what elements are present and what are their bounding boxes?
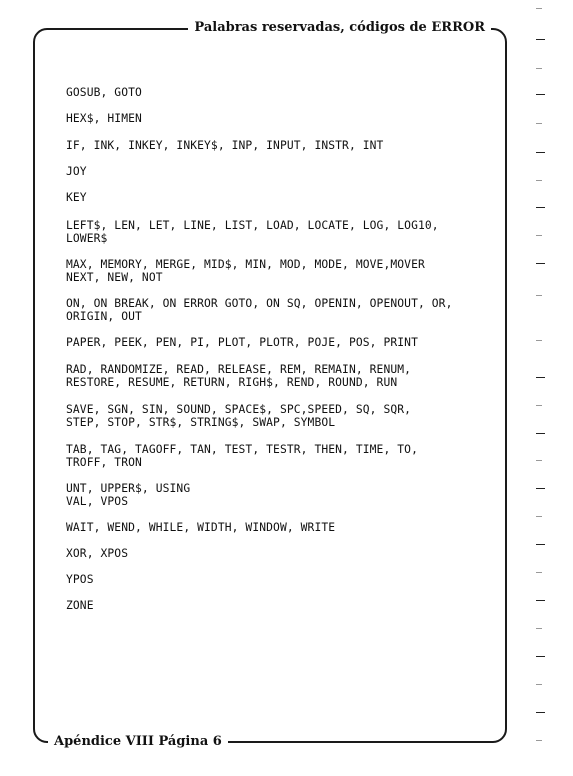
- margin-mark: [536, 572, 542, 573]
- keyword-line: KEY: [66, 191, 87, 204]
- margin-mark: [536, 8, 542, 9]
- margin-mark: [536, 152, 545, 153]
- margin-mark: [536, 180, 542, 181]
- keyword-line: PAPER, PEEK, PEN, PI, PLOT, PLOTR, POJE, POS, PRINT: [66, 336, 418, 349]
- keyword-group-m: [66, 258, 425, 284]
- keyword-line: LOWER$: [66, 232, 108, 245]
- keyword-line: UNT, UPPER$, USING: [66, 482, 191, 495]
- margin-mark: [536, 207, 545, 208]
- keyword-group-i: [66, 139, 383, 152]
- keyword-group-z: [66, 599, 94, 612]
- margin-mark: [536, 516, 542, 517]
- keyword-line: NEXT, NEW, NOT: [66, 271, 163, 284]
- margin-mark: [536, 39, 545, 40]
- keyword-group-y: [66, 573, 94, 586]
- keyword-line: YPOS: [66, 573, 94, 586]
- keyword-line: RESTORE, RESUME, RETURN, RIGH$, REND, ROUND, RUN: [66, 376, 398, 389]
- page-header-title: Palabras reservadas, códigos de ERROR: [188, 20, 491, 36]
- margin-mark: [536, 712, 545, 713]
- keyword-line: MAX, MEMORY, MERGE, MID$, MIN, MOD, MODE, MOVE,MOVER: [66, 258, 425, 271]
- margin-mark: [536, 377, 545, 378]
- keyword-line: ZONE: [66, 599, 94, 612]
- keyword-group-p: [66, 336, 418, 349]
- keyword-group-j: [66, 165, 87, 178]
- keyword-group-l: [66, 219, 439, 245]
- keyword-group-t: [66, 443, 418, 469]
- keyword-group-w: [66, 521, 335, 534]
- margin-mark: [536, 68, 542, 69]
- keyword-group-u-v: [66, 482, 190, 508]
- margin-mark: [536, 740, 542, 741]
- keyword-line: WAIT, WEND, WHILE, WIDTH, WINDOW, WRITE: [66, 521, 336, 534]
- keyword-group-h: [66, 112, 142, 125]
- margin-mark: [536, 340, 542, 341]
- keyword-line: XOR, XPOS: [66, 547, 129, 560]
- keyword-group-x: [66, 547, 128, 560]
- keyword-line: VAL, VPOS: [66, 495, 129, 508]
- keyword-group-s: [66, 403, 411, 429]
- margin-mark: [536, 405, 542, 406]
- keyword-line: TAB, TAG, TAGOFF, TAN, TEST, TESTR, THEN, TIME, TO,: [66, 443, 418, 456]
- keyword-line: ON, ON BREAK, ON ERROR GOTO, ON SQ, OPENIN, OPENOUT, OR,: [66, 297, 453, 310]
- keyword-group-o: [66, 297, 452, 323]
- keyword-line: TROFF, TRON: [66, 456, 142, 469]
- keyword-line: JOY: [66, 165, 87, 178]
- margin-mark: [536, 656, 545, 657]
- keyword-line: LEFT$, LEN, LET, LINE, LIST, LOAD, LOCATE, LOG, LOG10,: [66, 219, 439, 232]
- margin-mark: [536, 94, 545, 95]
- scan-margin-marks: [536, 0, 550, 776]
- margin-mark: [536, 295, 542, 296]
- margin-mark: [536, 123, 542, 124]
- margin-mark: [536, 684, 542, 685]
- margin-mark: [536, 460, 542, 461]
- keyword-line: GOSUB, GOTO: [66, 86, 142, 99]
- keyword-line: ORIGIN, OUT: [66, 310, 142, 323]
- margin-mark: [536, 263, 545, 264]
- keyword-line: SAVE, SGN, SIN, SOUND, SPACE$, SPC,SPEED, SQ, SQR,: [66, 403, 412, 416]
- margin-mark: [536, 488, 545, 489]
- margin-mark: [536, 544, 545, 545]
- keyword-line: HEX$, HIMEN: [66, 112, 142, 125]
- margin-mark: [536, 600, 545, 601]
- keyword-line: STEP, STOP, STR$, STRING$, SWAP, SYMBOL: [66, 416, 336, 429]
- keyword-line: IF, INK, INKEY, INKEY$, INP, INPUT, INSTR, INT: [66, 139, 384, 152]
- keyword-group-k: [66, 191, 87, 204]
- margin-mark: [536, 235, 542, 236]
- keyword-group-r: [66, 363, 411, 389]
- keyword-group-g: [66, 86, 142, 99]
- keyword-line: RAD, RANDOMIZE, READ, RELEASE, REM, REMAIN, RENUM,: [66, 363, 412, 376]
- page-footer-label: Apéndice VIII Página 6: [48, 734, 228, 750]
- margin-mark: [536, 628, 542, 629]
- margin-mark: [536, 433, 545, 434]
